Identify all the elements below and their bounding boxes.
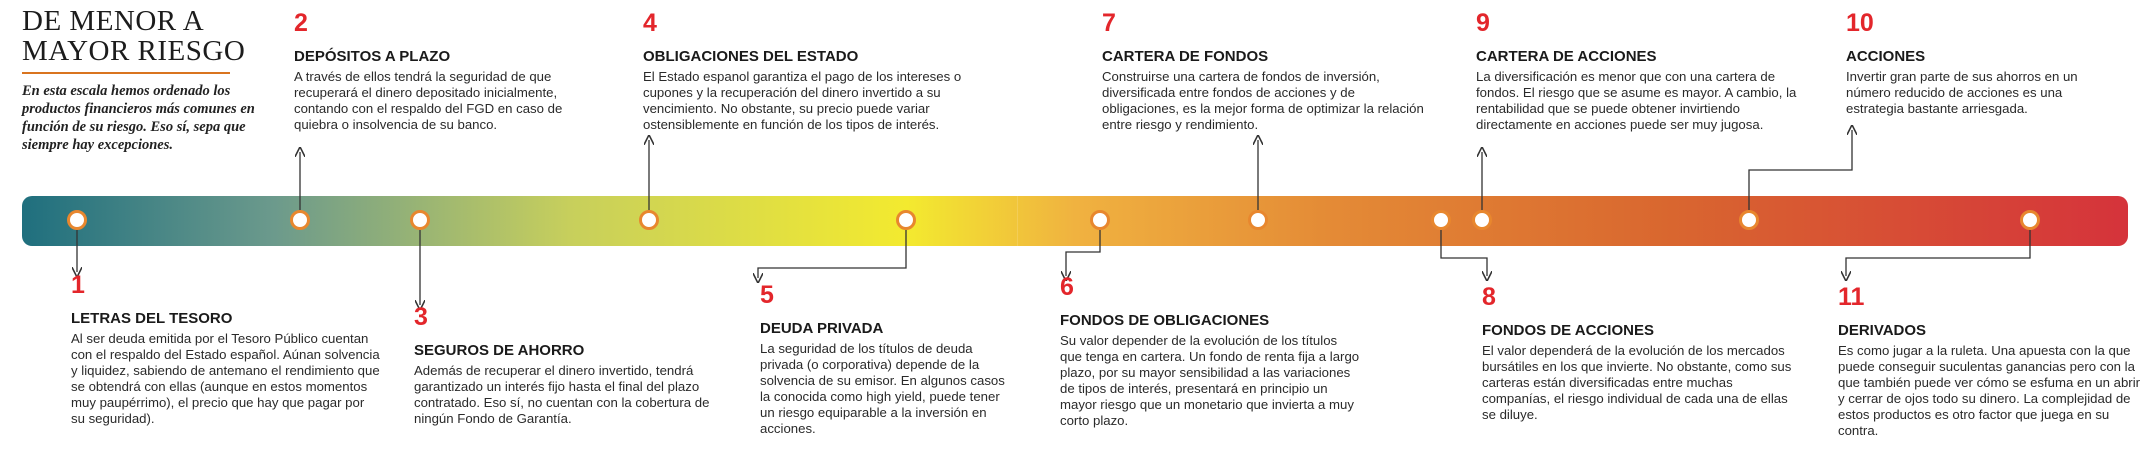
item-title: CARTERA DE FONDOS xyxy=(1102,48,1269,65)
item-9 xyxy=(1476,10,1808,133)
item-text: Su valor depender de la evolución de los títulos que tenga en cartera. Un fondo de renta fija a largo plazo, por su mayor sensibilidad a las variaciones de tipos de interés, presentará en principio un mayor riesgo que un monetario que invierta a muy corto plazo. xyxy=(1060,333,1360,428)
marker-11 xyxy=(2020,210,2040,230)
item-number: 11 xyxy=(1838,283,1865,311)
item-1 xyxy=(71,272,381,427)
risk-scale-divider xyxy=(1017,196,1018,246)
item-7 xyxy=(1102,10,1424,133)
item-number: 1 xyxy=(71,271,85,299)
item-2 xyxy=(294,10,564,133)
item-number: 3 xyxy=(414,303,428,331)
item-title: CARTERA DE ACCIONES xyxy=(1476,48,1657,65)
item-text: Invertir gran parte de sus ahorros en un número reducido de acciones es una estrategia bastante arriesgada. xyxy=(1846,69,2078,116)
item-title: DEPÓSITOS A PLAZO xyxy=(294,48,451,65)
marker-7 xyxy=(1248,210,1268,230)
marker-10 xyxy=(1739,210,1759,230)
item-title: OBLIGACIONES DEL ESTADO xyxy=(643,48,859,65)
item-number: 6 xyxy=(1060,273,1074,301)
item-5 xyxy=(760,282,1018,437)
marker-8 xyxy=(1431,210,1451,230)
marker-1 xyxy=(67,210,87,230)
page-title xyxy=(22,6,252,66)
page-title-line-1: DE MENOR A xyxy=(22,5,205,37)
marker-5 xyxy=(896,210,916,230)
item-title: SEGUROS DE AHORRO xyxy=(414,342,585,359)
item-number: 9 xyxy=(1476,9,1490,37)
item-text: A través de ellos tendrá la seguridad de que recuperará el dinero depositado inicialmente, contando con el respaldo del FGD en caso de quiebra o insolvencia de su banco. xyxy=(294,69,563,132)
item-title: LETRAS DEL TESORO xyxy=(71,310,233,327)
item-text: Además de recuperar el dinero invertido, tendrá garantizado un interés fijo hasta el final del plazo contratado. Eso sí, no cuentan con la cobertura de ningún Fondo de Garantía. xyxy=(414,363,710,426)
item-title: FONDOS DE ACCIONES xyxy=(1482,322,1654,339)
item-text: Construirse una cartera de fondos de inversión, diversificada entre fondos de acciones y de obligaciones, es la mejor forma de optimizar la relación entre riesgo y rendimiento. xyxy=(1102,69,1424,132)
page-title-line-2: MAYOR RIESGO xyxy=(22,35,246,67)
item-title: DERIVADOS xyxy=(1838,322,1927,339)
item-text: El Estado espanol garantiza el pago de los intereses o cupones y la recuperación del dinero invertido a su vencimiento. No obstante, su precio puede variar ostensiblemente en función de los tipos de interés. xyxy=(643,69,962,132)
item-number: 2 xyxy=(294,9,308,37)
item-text: La seguridad de los títulos de deuda privada (o corporativa) depende de la solvencia de su emisor. En algunos casos la conocida como high yield, puede tener un riesgo equiparable a la inversión en acciones. xyxy=(760,341,1005,436)
marker-3 xyxy=(410,210,430,230)
marker-2 xyxy=(290,210,310,230)
item-3 xyxy=(414,304,720,427)
item-11 xyxy=(1838,284,2142,439)
item-title: ACCIONES xyxy=(1846,48,1926,65)
item-text: El valor dependerá de la evolución de los mercados bursátiles en los que invierte. No obstante, como sus carteras están diversificadas entre muchas companías, el riesgo individual de cada una de ellas se diluye. xyxy=(1482,343,1792,422)
marker-4 xyxy=(639,210,659,230)
item-4 xyxy=(643,10,983,133)
item-text: Es como jugar a la ruleta. Una apuesta con la que puede conseguir suculentas ganancias pero con la que también puede ver cómo se esfuma en un abrir y cerrar de ojos todo su dinero. La complejidad de estos productos es otro factor que juega en su contra. xyxy=(1838,343,2141,438)
item-title: FONDOS DE OBLIGACIONES xyxy=(1060,312,1270,329)
item-number: 8 xyxy=(1482,283,1496,311)
item-number: 4 xyxy=(643,9,657,37)
item-number: 10 xyxy=(1846,9,1874,37)
marker-6 xyxy=(1090,210,1110,230)
item-number: 5 xyxy=(760,281,774,309)
marker-9 xyxy=(1472,210,1492,230)
item-number: 7 xyxy=(1102,9,1116,37)
item-text: La diversificación es menor que con una cartera de fondos. El riesgo que se asume es mayor. A cambio, la rentabilidad que se puede obtener invirtiendo directamente en acciones puede ser muy jugosa. xyxy=(1476,69,1797,132)
item-10 xyxy=(1846,10,2086,117)
item-6 xyxy=(1060,274,1360,429)
risk-scale-bar xyxy=(22,196,2128,246)
item-text: Al ser deuda emitida por el Tesoro Público cuentan con el respaldo del Estado español. Aúnan solvencia y liquidez, sabiendo de antemano el rendimiento que se obtendrá con ellas (aunque en estos momentos muy paupérrimo), el precio que hay que pagar por su seguridad). xyxy=(71,331,380,426)
item-8 xyxy=(1482,284,1794,423)
intro-paragraph: En esta escala hemos ordenado los productos financieros más comunes en función de su riesgo. Eso sí, sepa que siempre hay excepciones. xyxy=(22,83,255,153)
item-title: DEUDA PRIVADA xyxy=(760,320,884,337)
title-underline xyxy=(22,72,230,74)
